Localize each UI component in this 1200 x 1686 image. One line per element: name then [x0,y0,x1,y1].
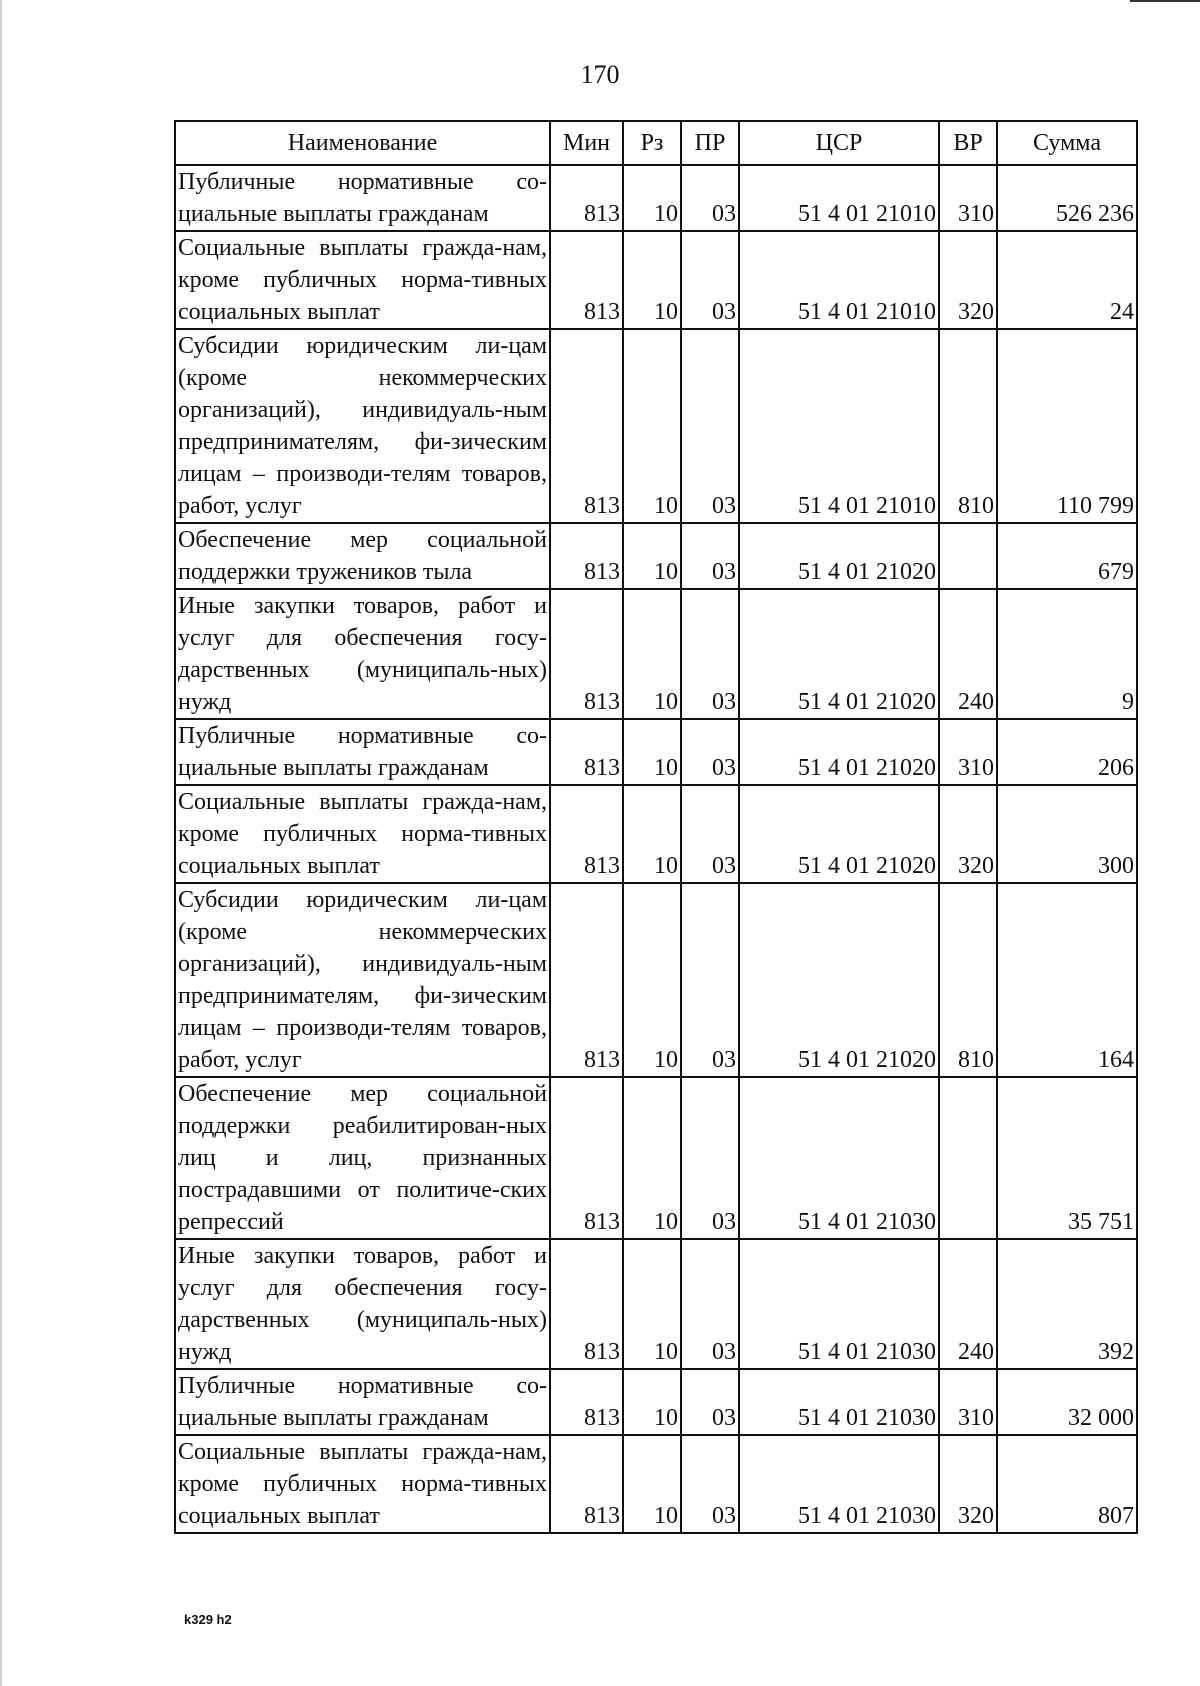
row-rz: 10 [623,785,681,883]
row-pr: 03 [681,883,739,1077]
row-rz: 10 [623,719,681,785]
row-vr [939,523,997,589]
row-sum: 110 799 [997,329,1137,523]
row-vr: 310 [939,165,997,231]
row-name: Публичные нормативные со-циальные выплаты гражданам [175,1369,550,1435]
row-csr: 51 4 01 21030 [739,1077,939,1239]
row-min: 813 [550,329,623,523]
table-row [175,719,1137,785]
row-sum: 32 000 [997,1369,1137,1435]
row-rz: 10 [623,165,681,231]
row-min: 813 [550,1239,623,1369]
footer-code: k329 h2 [184,1612,232,1627]
row-min: 813 [550,1435,623,1533]
row-pr: 03 [681,231,739,329]
row-sum: 392 [997,1239,1137,1369]
row-name: Обеспечение мер социальной поддержки реабилитирован-ных лиц и лиц, признанных пострадавшими от политиче-ских репрессий [175,1077,550,1239]
row-rz: 10 [623,1077,681,1239]
row-min: 813 [550,1369,623,1435]
row-sum: 24 [997,231,1137,329]
scan-top-line [1130,0,1200,2]
row-csr: 51 4 01 21030 [739,1435,939,1533]
row-sum: 807 [997,1435,1137,1533]
row-pr: 03 [681,589,739,719]
row-name: Социальные выплаты гражда-нам, кроме публичных норма-тивных социальных выплат [175,231,550,329]
row-csr: 51 4 01 21030 [739,1239,939,1369]
table-row [175,523,1137,589]
table-header-row [175,121,1137,165]
table-row [175,883,1137,1077]
row-sum: 206 [997,719,1137,785]
header-min: Мин [550,121,623,165]
row-sum: 300 [997,785,1137,883]
row-vr: 810 [939,883,997,1077]
table-row [175,1369,1137,1435]
row-name: Иные закупки товаров, работ и услуг для обеспечения госу-дарственных (муниципаль-ных) нужд [175,1239,550,1369]
row-sum: 35 751 [997,1077,1137,1239]
row-rz: 10 [623,523,681,589]
row-pr: 03 [681,1369,739,1435]
budget-table [174,120,1138,1534]
row-csr: 51 4 01 21020 [739,719,939,785]
row-min: 813 [550,231,623,329]
row-rz: 10 [623,1239,681,1369]
row-name: Социальные выплаты гражда-нам, кроме публичных норма-тивных социальных выплат [175,785,550,883]
row-min: 813 [550,523,623,589]
row-pr: 03 [681,719,739,785]
row-name: Публичные нормативные со-циальные выплаты гражданам [175,165,550,231]
page-number: 170 [580,60,620,89]
table-row [175,231,1137,329]
row-sum: 526 236 [997,165,1137,231]
row-name: Субсидии юридическим ли-цам (кроме некоммерческих организаций), индивидуаль-ным предпринимателям, фи-зическим лицам – производи-телям товаров, работ, услуг [175,883,550,1077]
row-rz: 10 [623,329,681,523]
row-vr: 320 [939,231,997,329]
table-row [175,1239,1137,1369]
row-min: 813 [550,165,623,231]
row-pr: 03 [681,785,739,883]
row-sum: 9 [997,589,1137,719]
table-row [175,165,1137,231]
row-rz: 10 [623,883,681,1077]
header-csr: ЦСР [739,121,939,165]
row-name: Социальные выплаты гражда-нам, кроме публичных норма-тивных социальных выплат [175,1435,550,1533]
table-row [175,1435,1137,1533]
table-row [175,785,1137,883]
row-csr: 51 4 01 21010 [739,165,939,231]
row-name: Субсидии юридическим ли-цам (кроме некоммерческих организаций), индивидуаль-ным предпринимателям, фи-зическим лицам – производи-телям товаров, работ, услуг [175,329,550,523]
header-rz: Рз [623,121,681,165]
row-pr: 03 [681,1077,739,1239]
row-pr: 03 [681,523,739,589]
header-vr: ВР [939,121,997,165]
row-pr: 03 [681,165,739,231]
row-name: Иные закупки товаров, работ и услуг для обеспечения госу-дарственных (муниципаль-ных) нужд [175,589,550,719]
header-pr: ПР [681,121,739,165]
row-vr: 310 [939,1369,997,1435]
row-rz: 10 [623,589,681,719]
row-pr: 03 [681,329,739,523]
row-min: 813 [550,785,623,883]
row-csr: 51 4 01 21020 [739,589,939,719]
header-sum: Сумма [997,121,1137,165]
row-pr: 03 [681,1239,739,1369]
table-row [175,1077,1137,1239]
header-name: Наименование [175,121,550,165]
row-rz: 10 [623,1369,681,1435]
row-csr: 51 4 01 21010 [739,231,939,329]
row-vr [939,1077,997,1239]
scan-edge-line [0,0,2,1686]
row-name: Обеспечение мер социальной поддержки тружеников тыла [175,523,550,589]
row-vr: 240 [939,589,997,719]
row-csr: 51 4 01 21030 [739,1369,939,1435]
row-vr: 320 [939,1435,997,1533]
row-vr: 240 [939,1239,997,1369]
row-min: 813 [550,1077,623,1239]
row-vr: 810 [939,329,997,523]
row-min: 813 [550,883,623,1077]
row-csr: 51 4 01 21020 [739,523,939,589]
row-csr: 51 4 01 21020 [739,785,939,883]
row-min: 813 [550,719,623,785]
row-rz: 10 [623,1435,681,1533]
row-min: 813 [550,589,623,719]
row-name: Публичные нормативные со-циальные выплаты гражданам [175,719,550,785]
row-rz: 10 [623,231,681,329]
row-vr: 310 [939,719,997,785]
row-csr: 51 4 01 21010 [739,329,939,523]
row-sum: 679 [997,523,1137,589]
row-vr: 320 [939,785,997,883]
row-pr: 03 [681,1435,739,1533]
table-row [175,329,1137,523]
row-csr: 51 4 01 21020 [739,883,939,1077]
row-sum: 164 [997,883,1137,1077]
table-row [175,589,1137,719]
